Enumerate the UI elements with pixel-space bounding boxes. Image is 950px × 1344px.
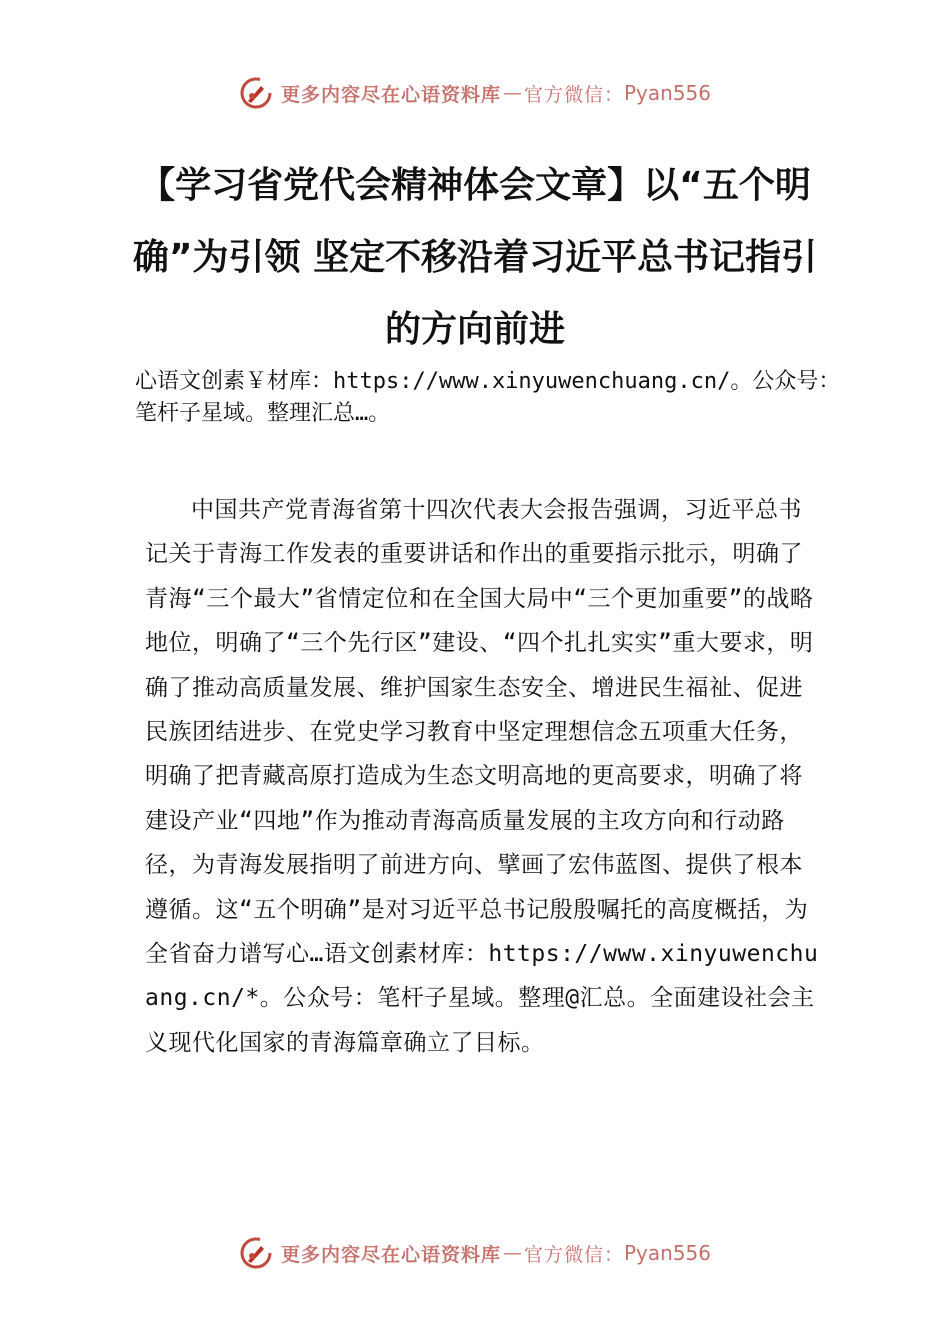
watermark-wechat-id: Pyan556 [624, 81, 712, 105]
footer-watermark [0, 1233, 950, 1273]
body-paragraph: 中国共产党青海省第十四次代表大会报告强调，习近平总书记关于青海工作发表的重要讲话和作出的重要指示批示，明确了青海“三个最大”省情定位和在全国大局中“三个更加重要”的战略地位，明确了“三个先行区”建设、“四个扎扎实实”重大要求，明确了推动高质量发展、维护国家生态安全、增进民生福祉、促进民族团结进步、在党史学习教育中坚定理想信念五项重大任务，明确了把青藏高原打造成为生态文明高地的更高要求，明确了将建设产业“四地”作为推动青海高质量发展的主攻方向和行动路径，为青海发展指明了前进方向、擘画了宏伟蓝图、提供了根本遵循。这“五个明确”是对习近平总书记殷殷嘱托的高度概括，为全省奋力谱写心…语文创素材库：https://www.xinyuwenchuang.cn/*。公众号：笔杆子星域。整理@汇总。全面建设社会主义现代化国家的青海篇章确立了目标。 [145, 497, 819, 1056]
brush-logo-icon [239, 76, 273, 110]
watermark-separator: — [502, 82, 522, 104]
watermark-text: 更多内容尽在心语资料库 [280, 1243, 501, 1266]
watermark-text: 更多内容尽在心语资料库 [280, 83, 501, 106]
watermark-wechat-id: Pyan556 [624, 1241, 712, 1265]
watermark-label: 官方微信： [523, 83, 624, 106]
header-watermark [0, 73, 950, 113]
watermark-separator: — [502, 1242, 522, 1264]
watermark-label: 官方微信： [523, 1243, 624, 1266]
source-line: 心语文创素￥材库：https://www.xinyuwenchuang.cn/。公众号：笔杆子星域。整理汇总…。 [135, 369, 841, 426]
brush-logo-icon [239, 1236, 273, 1270]
document-title: 【学习省党代会精神体会文章】以“五个明确”为引领 坚定不移沿着习近平总书记指引的方向前进 [132, 165, 818, 350]
